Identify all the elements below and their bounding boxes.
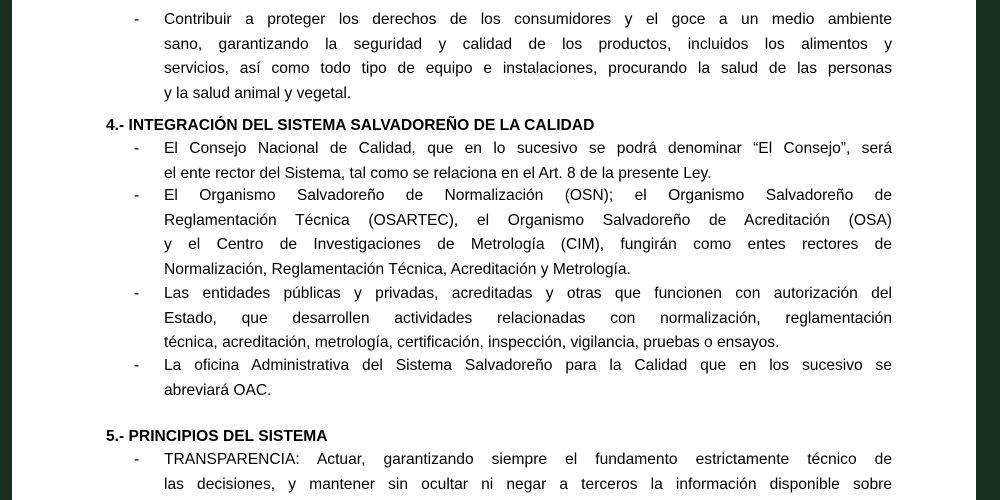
bullet-dash: -	[134, 11, 140, 28]
bullet-dash: -	[134, 451, 140, 468]
bullet-dash: -	[134, 140, 140, 157]
list-item-entidades	[164, 282, 892, 356]
section-heading-principles: 5.- PRINCIPIOS DEL SISTEMA	[106, 428, 328, 445]
list-item-consejo	[164, 137, 892, 186]
text-line: El Consejo Nacional de Calidad, que en lo sucesivo se podrá denominar “El Consejo”, será	[164, 140, 892, 157]
list-item-oac	[164, 354, 892, 403]
text-line: sano, garantizando la seguridad y calidad de los productos, incluidos los alimentos y	[164, 35, 892, 53]
document-page	[12, 0, 976, 500]
text-line: El Organismo Salvadoreño de Normalización (OSN); el Organismo Salvadoreño de	[164, 187, 892, 204]
bullet-dash: -	[134, 357, 140, 374]
list-item-organismos	[164, 184, 892, 282]
bullet-dash: -	[134, 285, 140, 302]
section-heading-integration: 4.- INTEGRACIÓN DEL SISTEMA SALVADOREÑO DE LA CALIDAD	[106, 117, 595, 134]
text-line: técnica, acreditación, metrología, certificación, inspección, vigilancia, pruebas o ensayos.	[164, 334, 780, 351]
text-line: y la salud animal y vegetal.	[164, 84, 352, 102]
text-line: el ente rector del Sistema, tal como se relaciona en el Art. 8 de la presente Ley.	[164, 164, 712, 182]
text-line: La oficina Administrativa del Sistema Salvadoreño para la Calidad que en los sucesivo se	[164, 357, 892, 374]
text-line: Reglamentación Técnica (OSARTEC), el Organismo Salvadoreño de Acreditación (OSA)	[164, 211, 892, 229]
list-item-transparencia	[164, 448, 892, 497]
list-item-consumer-rights	[164, 8, 892, 106]
text-line: las decisiones, y mantener sin ocultar ni negar a terceros la información disponible sobre	[164, 475, 892, 493]
bullet-dash: -	[134, 187, 140, 204]
text-line: Normalización, Reglamentación Técnica, Acreditación y Metrología.	[164, 260, 631, 278]
text-line: abreviará OAC.	[164, 381, 272, 399]
text-line: TRANSPARENCIA: Actuar, garantizando siempre el fundamento estrictamente técnico de	[164, 451, 892, 468]
text-line: Contribuir a proteger los derechos de los consumidores y el goce a un medio ambiente	[164, 11, 892, 28]
text-line: Estado, que desarrollen actividades relacionadas con normalización, reglamentación	[164, 309, 892, 327]
text-line: servicios, así como todo tipo de equipo e instalaciones, procurando la salud de las personas	[164, 60, 892, 77]
text-line: Las entidades públicas y privadas, acreditadas y otras que funcionen con autorización del	[164, 285, 892, 302]
text-line: y el Centro de Investigaciones de Metrología (CIM), fungirán como entes rectores de	[164, 236, 892, 253]
